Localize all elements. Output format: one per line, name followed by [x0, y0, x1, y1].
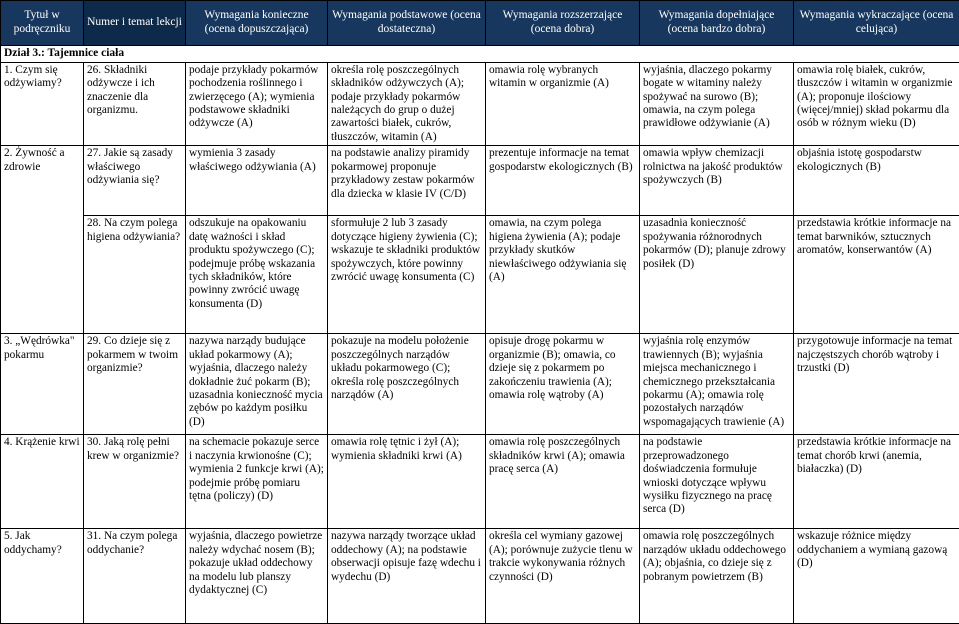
r31-rozszerzajace: określa cel wymiany gazowej (A); porównuje zużycie tlenu w trakcie wykonywania różnych czynności (D)	[486, 529, 640, 624]
r28-rozszerzajace: omawia, na czym polega higiena żywienia (A); podaje przykłady skutków niewłaściwego odżywiania się (A)	[486, 216, 640, 334]
lesson-26: 26. Składniki odżywcze i ich znaczenie dla organizmu.	[84, 62, 186, 146]
section-title: Dział 3.: Tajemnice ciała	[1, 46, 186, 63]
r28-wykraczajace: przedstawia krótkie informacje na temat barwników, sztucznych aromatów, konserwantów (A)	[794, 216, 959, 334]
r29-podstawowe: pokazuje na modelu położenie poszczególnych narządów układu pokarmowego (C); określa rolę poszczególnych narządów (A)	[328, 334, 486, 435]
lesson-30: 30. Jaką rolę pełni krew w organizmie?	[84, 435, 186, 529]
r26-konieczne: podaje przykłady pokarmów pochodzenia roślinnego i zwierzęcego (A); wymienia podstawowe składniki odżywcze (A)	[186, 62, 328, 146]
header-numer: Numer i temat lekcji	[84, 1, 186, 46]
r30-konieczne: na schemacie pokazuje serce i naczynia krwionośne (C); wymienia 2 funkcje krwi (A); podejmie próbę pomiaru tętna (policzy) (D)	[186, 435, 328, 529]
r29-dopelniajace: wyjaśnia rolę enzymów trawiennych (B); wyjaśnia miejsca mechanicznego i chemicznego przekształcania pokarmu (A); omawia rolę pozostałych narządów wspomagających trawienie (A)	[640, 334, 794, 435]
header-wykraczajace: Wymagania wykraczające (ocena celująca)	[794, 1, 959, 46]
r31-podstawowe: nazywa narządy tworzące układ oddechowy (A); na podstawie obserwacji opisuje fazę wdechu i wydechu (D)	[328, 529, 486, 624]
topic-2: 2. Żywność a zdrowie	[1, 146, 84, 334]
topic-3: 3. „Wędrówka" pokarmu	[1, 334, 84, 435]
topic-5: 5. Jak oddychamy?	[1, 529, 84, 624]
r27-wykraczajace: objaśnia istotę gospodarstw ekologicznych (B)	[794, 146, 959, 216]
r28-konieczne: odszukuje na opakowaniu datę ważności i skład produktu spożywczego (C); podejmuje próbę wskazania tych składników, które powinny zwrócić uwagę konsumenta (D)	[186, 216, 328, 334]
r30-podstawowe: omawia rolę tętnic i żył (A); wymienia składniki krwi (A)	[328, 435, 486, 529]
r31-wykraczajace: wskazuje różnice między oddychaniem a wymianą gazową (D)	[794, 529, 959, 624]
section-filler	[186, 46, 959, 63]
header-konieczne: Wymagania konieczne (ocena dopuszczająca)	[186, 1, 328, 46]
header-tytul: Tytuł w podręczniku	[1, 1, 84, 46]
r30-rozszerzajace: omawia rolę poszczególnych składników krwi (A); omawia pracę serca (A)	[486, 435, 640, 529]
header-podstawowe: Wymagania podstawowe (ocena dostateczna)	[328, 1, 486, 46]
r26-podstawowe: określa rolę poszczególnych składników odżywczych (A); podaje przykłady pokarmów należących do grup o dużej zawartości białek, cukrów, tłuszczów, witamin (A)	[328, 62, 486, 146]
r29-rozszerzajace: opisuje drogę pokarmu w organizmie (B); omawia, co dzieje się z pokarmem po zakończeniu trawienia (A); omawia rolę wątroby (A)	[486, 334, 640, 435]
lesson-28: 28. Na czym polega higiena odżywiania?	[84, 216, 186, 334]
lesson-27: 27. Jakie są zasady właściwego odżywiania się?	[84, 146, 186, 216]
r29-konieczne: nazywa narządy budujące układ pokarmowy (A); wyjaśnia, dlaczego należy dokładnie żuć pokarm (B); uzasadnia konieczność mycia zębów po każdym posiłku (D)	[186, 334, 328, 435]
lesson-29: 29. Co dzieje się z pokarmem w twoim organizmie?	[84, 334, 186, 435]
r28-dopelniajace: uzasadnia konieczność spożywania różnorodnych pokarmów (D); planuje zdrowy posiłek (D)	[640, 216, 794, 334]
r26-wykraczajace: omawia rolę białek, cukrów, tłuszczów i witamin w organizmie (A); proponuje ilościowy (więcej/mniej) skład pokarmu dla osób w różnym wieku (D)	[794, 62, 959, 146]
header-rozszerzajace: Wymagania rozszerzające (ocena dobra)	[486, 1, 640, 46]
r27-konieczne: wymienia 3 zasady właściwego odżywiania (A)	[186, 146, 328, 216]
r31-dopelniajace: omawia rolę poszczególnych narządów układu oddechowego (A); objaśnia, co dzieje się z pobranym powietrzem (B)	[640, 529, 794, 624]
topic-4: 4. Krążenie krwi	[1, 435, 84, 529]
r27-rozszerzajace: prezentuje informacje na temat gospodarstw ekologicznych (B)	[486, 146, 640, 216]
topic-1: 1. Czym się odżywiamy?	[1, 62, 84, 146]
r31-konieczne: wyjaśnia, dlaczego powietrze należy wdychać nosem (B); pokazuje układ oddechowy na modelu lub planszy dydaktycznej (C)	[186, 529, 328, 624]
r30-dopelniajace: na podstawie przeprowadzonego doświadczenia formułuje wnioski dotyczące wpływu wysiłku fizycznego na pracę serca (D)	[640, 435, 794, 529]
r26-dopelniajace: wyjaśnia, dlaczego pokarmy bogate w witaminy należy spożywać na surowo (B); omawia, na czym polega prawidłowe odżywianie (A)	[640, 62, 794, 146]
lesson-31: 31. Na czym polega oddychanie?	[84, 529, 186, 624]
r30-wykraczajace: przedstawia krótkie informacje na temat chorób krwi (anemia, białaczka) (D)	[794, 435, 959, 529]
r29-wykraczajace: przygotowuje informacje na temat najczęstszych chorób wątroby i trzustki (D)	[794, 334, 959, 435]
r26-rozszerzajace: omawia rolę wybranych witamin w organizmie (A)	[486, 62, 640, 146]
r28-podstawowe: sformułuje 2 lub 3 zasady dotyczące higieny żywienia (C); wskazuje te składniki produktów spożywczych, które powinny zwrócić uwagę konsumenta (C)	[328, 216, 486, 334]
header-dopelniajace: Wymagania dopełniające (ocena bardzo dobra)	[640, 1, 794, 46]
r27-podstawowe: na podstawie analizy piramidy pokarmowej proponuje przykładowy zestaw pokarmów dla dziecka w klasie IV (C/D)	[328, 146, 486, 216]
r27-dopelniajace: omawia wpływ chemizacji rolnictwa na jakość produktów spożywczych (B)	[640, 146, 794, 216]
